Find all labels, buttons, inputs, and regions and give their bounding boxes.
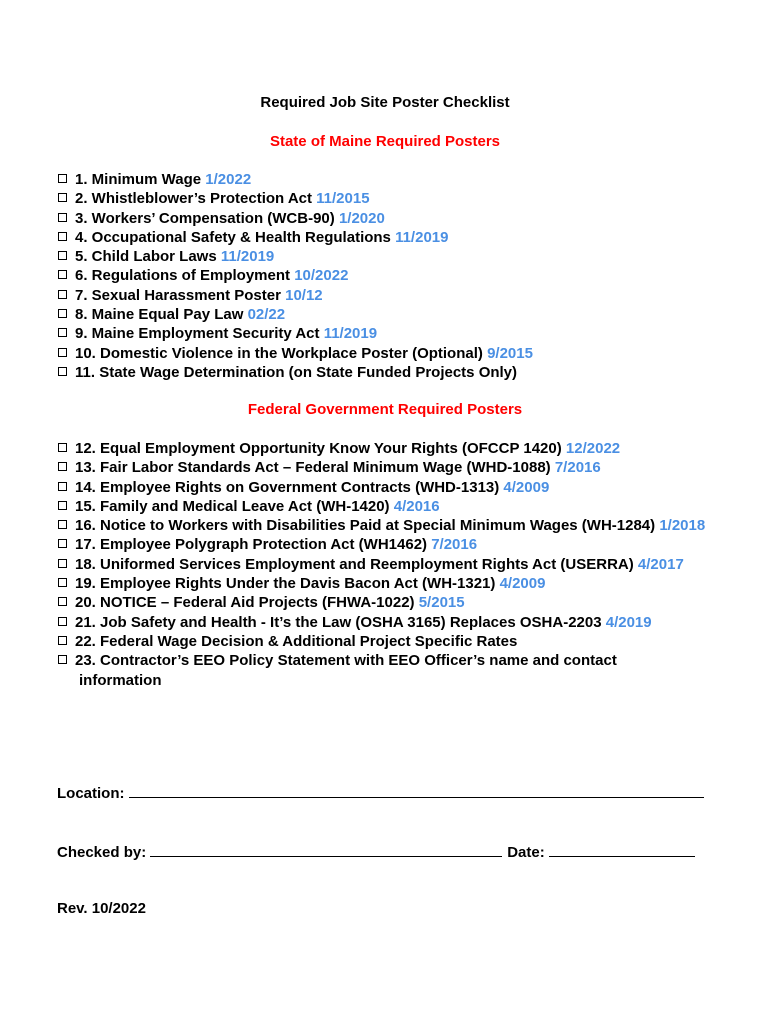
- checklist-item-text: 4. Occupational Safety & Health Regulations: [75, 228, 391, 246]
- checkbox-icon[interactable]: [58, 462, 67, 471]
- checklist-item: [57, 497, 717, 516]
- checklist-item-date: 4/2016: [393, 497, 440, 515]
- checklist-item-date: 1/2018: [659, 517, 706, 535]
- checklist-item: [57, 305, 717, 324]
- checklist-item-date: 1/2022: [205, 171, 252, 188]
- checklist-item-text: 2. Whistleblower’s Protection Act: [75, 190, 312, 208]
- checkbox-icon[interactable]: [58, 655, 67, 664]
- checkbox-icon[interactable]: [58, 443, 67, 452]
- date-blank-line[interactable]: [549, 842, 695, 857]
- checkbox-icon[interactable]: [58, 251, 67, 260]
- checklist-item-text: 18. Uniformed Services Employment and Reemployment Rights Act (USERRA): [75, 555, 634, 573]
- checkbox-icon[interactable]: [58, 520, 67, 529]
- federal-section-heading: Federal Government Required Posters: [247, 401, 523, 418]
- checked-by-label: Checked by:: [57, 844, 147, 861]
- checklist-item: [57, 189, 717, 208]
- location-blank-line[interactable]: [129, 783, 704, 798]
- checkbox-icon[interactable]: [58, 348, 67, 357]
- checklist-item-text: 21. Job Safety and Health - It’s the Law (OSHA 3165) Replaces OSHA-2203: [75, 613, 602, 631]
- checklist-item-text: 10. Domestic Violence in the Workplace Poster (Optional): [75, 344, 483, 362]
- checklist-item-text: 23. Contractor’s EEO Policy Statement with EEO Officer’s name and contact: [75, 652, 617, 670]
- checklist-item: [57, 574, 717, 593]
- checklist-item: [57, 478, 717, 497]
- checklist-item-date: 11/2019: [395, 228, 449, 246]
- checklist-item-date: 7/2016: [431, 536, 478, 554]
- date-label: Date:: [507, 844, 545, 861]
- checkbox-icon[interactable]: [58, 193, 67, 202]
- checklist-item-date: 4/2009: [499, 575, 546, 593]
- checkbox-icon[interactable]: [58, 328, 67, 337]
- checklist-item-text: 17. Employee Polygraph Protection Act (WH1462): [75, 536, 428, 554]
- checklist-item-date: 11/2019: [323, 325, 378, 343]
- checklist-item-continuation: information: [79, 671, 162, 689]
- checklist-item: [57, 209, 717, 228]
- checkbox-icon[interactable]: [58, 367, 67, 376]
- checkbox-icon[interactable]: [58, 617, 67, 626]
- checkbox-icon[interactable]: [58, 213, 67, 222]
- checkbox-icon[interactable]: [58, 232, 67, 241]
- checklist-item: [57, 632, 717, 651]
- checked-by-blank-line[interactable]: [150, 842, 502, 857]
- checklist-item-date: 10/12: [285, 286, 323, 304]
- checkbox-icon[interactable]: [58, 578, 67, 587]
- checklist-item-text: 20. NOTICE – Federal Aid Projects (FHWA-1022): [75, 594, 415, 612]
- checklist-item-date: 4/2009: [503, 478, 550, 496]
- checklist-item-text: 15. Family and Medical Leave Act (WH-1420): [75, 497, 390, 515]
- revision-text: Rev. 10/2022: [57, 900, 146, 917]
- checklist-item: [57, 535, 717, 554]
- checkbox-icon[interactable]: [58, 309, 67, 318]
- checklist-item: [57, 516, 717, 535]
- location-field: [57, 783, 704, 802]
- checklist-item-text: 16. Notice to Workers with Disabilities Paid at Special Minimum Wages (WH-1284): [75, 517, 656, 535]
- checkbox-icon[interactable]: [58, 501, 67, 510]
- checklist-item-date: 4/2017: [637, 555, 684, 573]
- checklist-item-date: 11/2019: [220, 248, 275, 266]
- checklist-item: [57, 228, 717, 247]
- checklist-item-text: 3. Workers’ Compensation (WCB-90): [75, 209, 335, 227]
- document-title: Required Job Site Poster Checklist: [260, 94, 510, 111]
- checklist-item-date: 5/2015: [418, 594, 465, 612]
- checklist-item-date: 9/2015: [487, 344, 533, 362]
- checklist-item: [57, 266, 717, 285]
- checkbox-icon[interactable]: [58, 597, 67, 606]
- federal-poster-checklist: [57, 439, 717, 690]
- checklist-item-date: 12/2022: [565, 440, 621, 457]
- checkbox-icon[interactable]: [58, 539, 67, 548]
- state-poster-checklist: [57, 170, 717, 382]
- location-label: Location:: [57, 785, 125, 802]
- checklist-item-text: 12. Equal Employment Opportunity Know Your Rights (OFCCP 1420): [75, 440, 562, 457]
- checklist-item: [57, 613, 717, 632]
- checklist-item: [57, 593, 717, 612]
- checkbox-icon[interactable]: [58, 290, 67, 299]
- checklist-item: [57, 363, 717, 382]
- checklist-item-date: 1/2020: [338, 209, 385, 227]
- checklist-item-text: 22. Federal Wage Decision & Additional Project Specific Rates: [75, 632, 518, 650]
- checked-by-field: [57, 842, 695, 861]
- checkbox-icon[interactable]: [58, 559, 67, 568]
- checklist-item-text: 6. Regulations of Employment: [75, 267, 291, 285]
- checklist-item-text: 9. Maine Employment Security Act: [75, 325, 320, 343]
- checkbox-icon[interactable]: [58, 482, 67, 491]
- checklist-item-date: 4/2019: [605, 613, 652, 631]
- checklist-item-text: 19. Employee Rights Under the Davis Bacon Act (WH-1321): [75, 575, 496, 593]
- checklist-item: [57, 324, 717, 343]
- checkbox-icon[interactable]: [58, 636, 67, 645]
- checkbox-icon[interactable]: [58, 270, 67, 279]
- state-section-heading: State of Maine Required Posters: [269, 133, 501, 150]
- checklist-item-date: 11/2015: [316, 190, 370, 208]
- checkbox-icon[interactable]: [58, 174, 67, 183]
- checklist-item-text: 5. Child Labor Laws: [75, 248, 217, 266]
- checklist-item: [57, 170, 717, 189]
- checklist-item-text: 7. Sexual Harassment Poster: [75, 286, 281, 304]
- checklist-item-text: 1. Minimum Wage: [75, 171, 202, 188]
- checklist-item-text: 11. State Wage Determination (on State Funded Projects Only): [75, 363, 518, 381]
- checklist-item-date: 10/2022: [294, 267, 349, 285]
- checklist-item: [57, 555, 717, 574]
- checklist-item: [57, 458, 717, 477]
- checklist-item-text: 8. Maine Equal Pay Law: [75, 306, 244, 324]
- checklist-item: [57, 286, 717, 305]
- checklist-item-date: 02/22: [247, 306, 286, 324]
- checklist-item: [57, 651, 717, 690]
- checklist-item: [57, 344, 717, 363]
- checklist-item: [57, 247, 717, 266]
- checklist-item: [57, 439, 717, 458]
- checklist-item-text: 13. Fair Labor Standards Act – Federal Minimum Wage (WHD-1088): [75, 459, 551, 477]
- checklist-item-date: 7/2016: [554, 459, 601, 477]
- checklist-item-text: 14. Employee Rights on Government Contracts (WHD-1313): [75, 478, 500, 496]
